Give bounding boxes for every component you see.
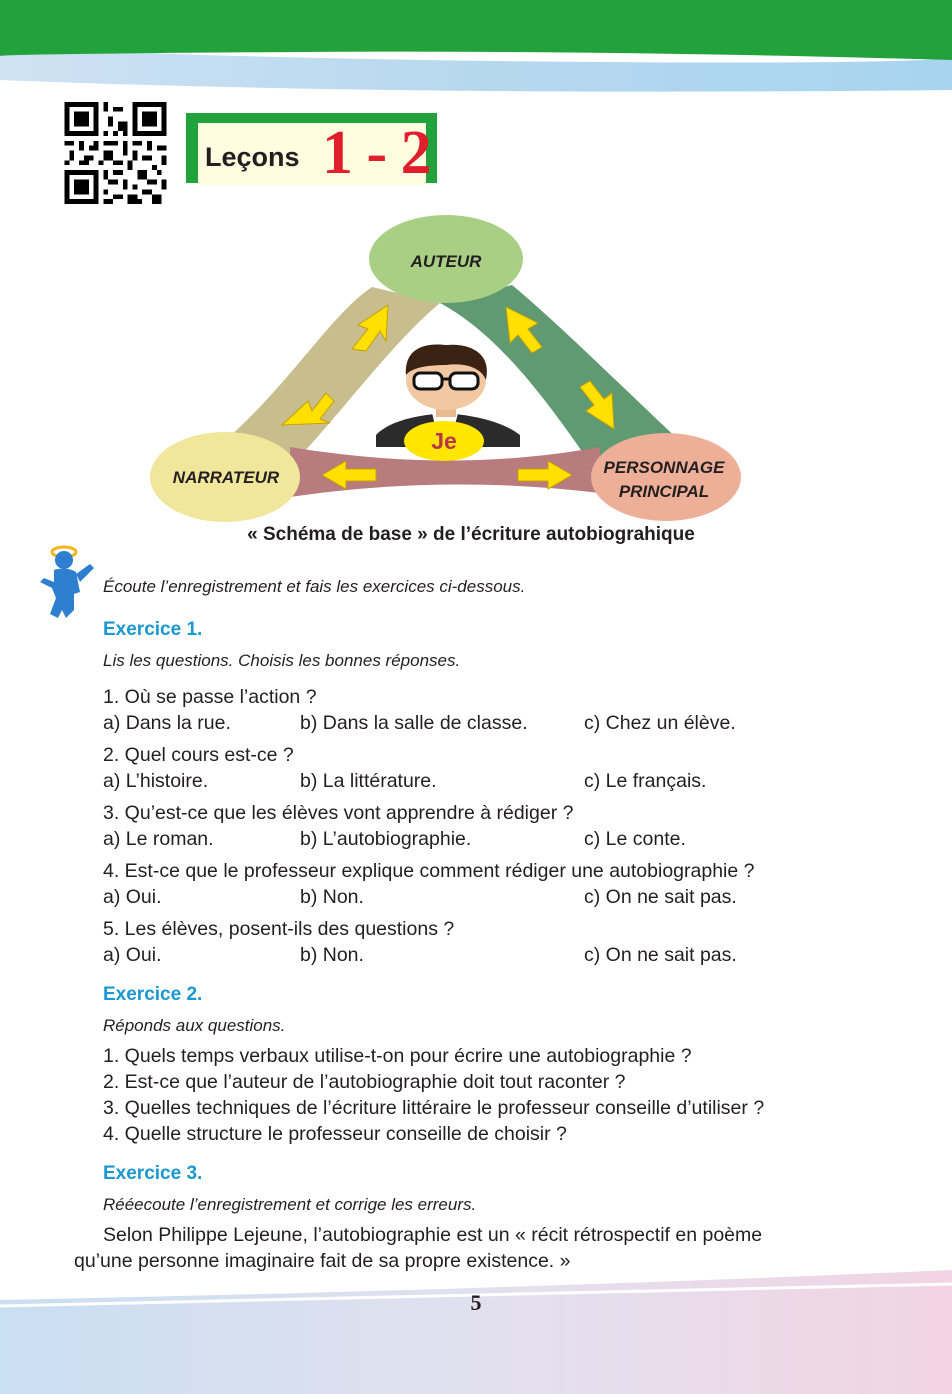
ex1-q5-option-a[interactable]: a) Oui. [103,944,162,966]
author-label: AUTEUR [410,252,482,271]
exercise1-title: Exercice 1. [103,619,203,640]
ex1-q2-option-b[interactable]: b) La littérature. [300,770,437,792]
ex3-text-line1: Selon Philippe Lejeune, l’autobiographie est un « récit rétrospectif en poème [103,1224,763,1246]
exercise3-instruction: Rééecoute l’enregistrement et corrige les erreurs. [103,1195,477,1214]
diagram-caption [0,524,952,546]
ex1-q1-option-b[interactable]: b) Dans la salle de classe. [300,712,528,734]
ex1-question-5: 5. Les élèves, posent-ils des questions ? [103,918,455,940]
listening-figure-icon [36,538,98,620]
character-label-line1: PERSONNAGE [603,458,725,477]
ex1-q5-option-c[interactable]: c) On ne sait pas. [584,944,737,966]
ex1-q3-option-c[interactable]: c) Le conte. [584,828,686,850]
ex1-q3-option-b[interactable]: b) L’autobiographie. [300,828,472,850]
je-label: Je [431,428,457,454]
exercise3-title: Exercice 3. [103,1163,203,1184]
ex2-question-2: 2. Est-ce que l’auteur de l’autobiographie doit tout raconter ? [103,1071,626,1093]
lesson-word: Leçons [205,142,300,172]
autobiography-schema-diagram [140,215,750,527]
listen-instruction: Écoute l’enregistrement et fais les exercices ci-dessous. [103,577,526,596]
character-label-line2: PRINCIPAL [618,482,710,501]
ex1-q4-option-c[interactable]: c) On ne sait pas. [584,886,737,908]
ex2-question-4: 4. Quelle structure le professeur conseille de choisir ? [103,1123,567,1145]
ex1-question-4: 4. Est-ce que le professeur explique comment rédiger une autobiographie ? [103,860,755,882]
narrator-label: NARRATEUR [172,468,280,487]
diagram-caption-text: « Schéma de base » de l’écriture autobiograhique [247,524,695,545]
exercise1-instruction: Lis les questions. Choisis les bonnes réponses. [103,651,461,670]
top-banner [0,0,952,100]
lesson-number: 1 - 2 [322,119,431,187]
ex2-question-1: 1. Quels temps verbaux utilise-t-on pour écrire une autobiographie ? [103,1045,692,1067]
ex1-q1-option-a[interactable]: a) Dans la rue. [103,712,231,734]
exercise2-title: Exercice 2. [103,984,203,1005]
ex1-q4-option-b[interactable]: b) Non. [300,886,364,908]
ex1-q4-option-a[interactable]: a) Oui. [103,886,162,908]
exercise2-instruction: Réponds aux questions. [103,1016,286,1035]
ex1-question-2: 2. Quel cours est-ce ? [103,744,294,766]
ex1-q5-option-b[interactable]: b) Non. [300,944,364,966]
character-node [591,433,741,521]
ex1-question-3: 3. Qu’est-ce que les élèves vont apprendre à rédiger ? [103,802,574,824]
ex2-question-3: 3. Quelles techniques de l’écriture littéraire le professeur conseille d’utiliser ? [103,1097,765,1119]
ex1-question-1: 1. Où se passe l’action ? [103,686,317,708]
ex3-text-line2: qu’une personne imaginaire fait de sa propre existence. » [74,1250,571,1272]
bottom-banner [0,1270,952,1394]
page-number: 5 [470,1290,482,1315]
qr-code[interactable] [64,102,167,204]
ex1-q2-option-c[interactable]: c) Le français. [584,770,707,792]
ex1-q1-option-c[interactable]: c) Chez un élève. [584,712,736,734]
ex1-q2-option-a[interactable]: a) L’histoire. [103,770,209,792]
ex1-q3-option-a[interactable]: a) Le roman. [103,828,214,850]
